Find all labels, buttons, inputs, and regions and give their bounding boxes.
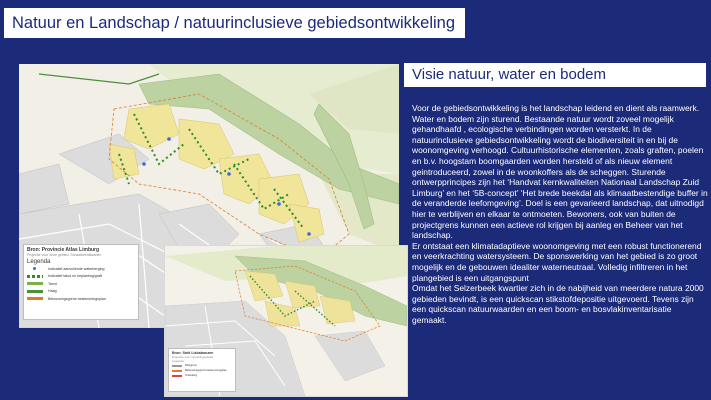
legend-swatch [27, 297, 43, 300]
inset-map-source-sub: Projectie voor inpassingsstudie [172, 355, 214, 359]
legend-label: Bebouwingsgrens bestemmingsplan [185, 369, 227, 372]
legend-label: Indicatief aanvullende waterberging [48, 266, 105, 271]
legend-swatch [172, 375, 182, 377]
subtitle-box [404, 63, 706, 87]
legend-swatch [27, 282, 43, 285]
legend-swatch [33, 267, 36, 270]
body-text [412, 103, 708, 325]
title-box [4, 8, 465, 38]
legend-swatch [27, 275, 43, 278]
legend-row [172, 373, 232, 378]
legend-swatch [172, 365, 182, 367]
main-map-source: Bron: Provincie Atlas Limburg [27, 247, 100, 253]
legend-row [27, 265, 135, 273]
body-paragraph: Er ontstaat een klimatadaptieve woonomgeving met een robust functionerend en veerkrachting watersysteem. De sponswerking van het gebied is zo groot mogelijk en de gebouwen idealiter waterneutraal. Volledig infiltreren in het plangebied is een uitgangspunt [412, 240, 702, 283]
main-map-legend-title: Legenda [27, 259, 51, 265]
inset-map-source: Bron: Smit Lisbabonzen [172, 351, 214, 355]
legend-label: Plangrens [185, 364, 197, 367]
legend-swatch [27, 290, 43, 293]
legend-label: Bebouwingsgrens bestemmingsplan [48, 296, 106, 301]
slide-subtitle: Visie natuur, water en bodem [412, 66, 607, 83]
legend-label: Ontsluiting [185, 374, 198, 377]
legend-row [27, 280, 135, 288]
legend-label: Tarvd [48, 281, 57, 286]
body-paragraph: Voor de gebiedsontwikkeling is het landschap leidend en dient als raamwerk. Water en bodem zijn sturend. Bestaande natuur wordt zoveel mogelijk gehandhaafd , ecologische verbindingen worden versterkt. In de natuurinclusieve gebiedsontwikkeling wordt de biodiversiteit in en bij de woonomgeving verhoogd. Cultuurhistorische elementen, zoals graften, poelen en b.v. hoogstam boomgaarden worden hersteld of als nieuw element geintroduceerd, zowel in de woonkoffers als de scheggen. Sturende ontwerpprincipes zijn het ‘Handvat kernkwaliteiten Nationaal Landschap Zuid Limburg’ en het ‘5B-concept’ ‘Het brede beekdal als klimaatbestendige buffer in de veranderde leefomgeving’. Doel is een gevarieerd landschap, dat uitnodigd hier te verblijven en elkaar te ontmoeten. Bewoners, ook van buiten de projectgrens kunnen een actieve rol krijgen bij aanleg en Beheer van het landschap. [412, 103, 708, 241]
legend-row [27, 295, 135, 303]
main-map-source-sub: Projectie voor onze gebied: Schaalbeeldkaarten [27, 253, 102, 257]
legend-label: Haag [48, 289, 57, 294]
legend-swatch [172, 370, 182, 372]
inset-map-legend [168, 348, 236, 392]
legend-label: Indicatief talud en beplanting/graft [48, 274, 102, 279]
legend-row [27, 273, 135, 281]
main-map-legend [23, 244, 139, 320]
slide-title: Natuur en Landschap / natuurinclusieve gebiedsontwikkeling [12, 14, 456, 32]
inset-map-legend-title: Legenda [172, 359, 184, 363]
body-paragraph: Omdat het Selzerbeek kwartier zich in de nabijheid van meerdere natura 2000 gebieden bevindt, is een quickscan stikstofdepositie uitgevoerd. Tevens zijn een quickscan natuurwaarden en een boom- en bosvlakinventarisatie gemaakt. [412, 283, 704, 325]
legend-row [27, 288, 135, 296]
